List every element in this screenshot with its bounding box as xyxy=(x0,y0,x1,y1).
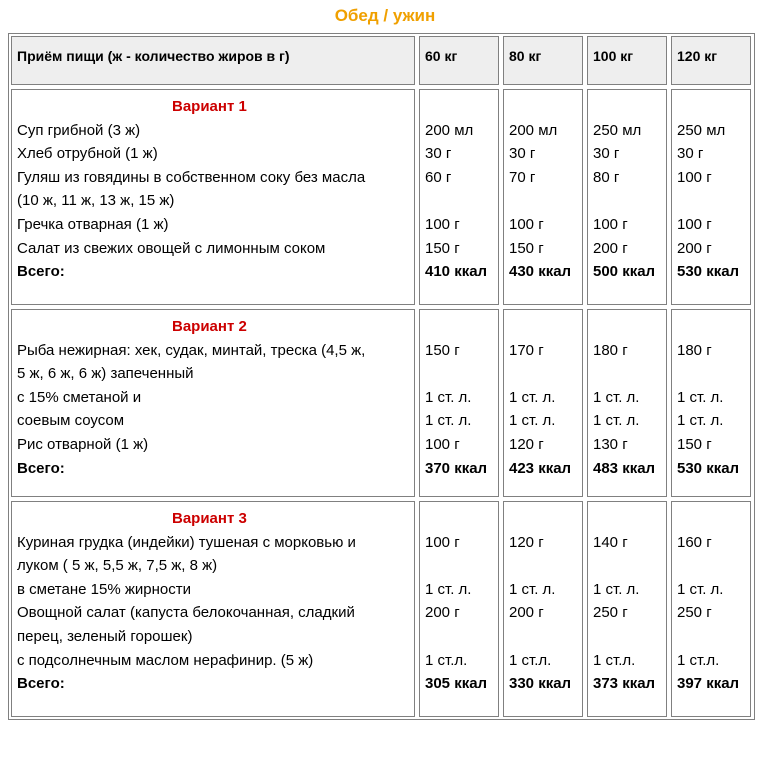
meal-line: с 15% сметаной и xyxy=(17,388,142,406)
meal-line: соевым соусом xyxy=(17,412,125,430)
amount: 200 мл xyxy=(425,121,474,139)
amount xyxy=(677,554,750,578)
amount: 250 мл xyxy=(677,121,726,139)
total-kcal: 373 ккал xyxy=(593,675,656,693)
amount xyxy=(593,554,666,578)
amount: 170 г xyxy=(509,341,544,359)
total-label: Всего: xyxy=(17,459,65,477)
amount: 60 г xyxy=(425,168,452,186)
page-title: Обед / ужин xyxy=(334,6,436,25)
variant-2-120kg xyxy=(671,309,751,497)
variant-3-80kg xyxy=(503,501,583,717)
total-label: Всего: xyxy=(17,263,65,281)
variant-3-100kg xyxy=(587,501,667,717)
total-kcal: 423 ккал xyxy=(509,459,572,477)
variant-label: Вариант 3 xyxy=(172,510,247,527)
variant-2-60kg xyxy=(419,309,499,497)
header-meal: Приём пищи (ж - количество жиров в г) xyxy=(11,36,415,85)
total-kcal: 500 ккал xyxy=(593,263,656,281)
amount xyxy=(425,362,498,386)
amount: 100 г xyxy=(425,533,460,551)
amount: 250 г xyxy=(593,604,628,622)
meal-line: Хлеб отрубной (1 ж) xyxy=(17,145,158,163)
amount: 100 г xyxy=(677,168,712,186)
amount: 1 ст.л. xyxy=(425,651,468,669)
variant-1-80kg xyxy=(503,89,583,305)
table-row xyxy=(9,499,754,719)
total-label: Всего: xyxy=(17,675,65,693)
amount: 1 ст. л. xyxy=(677,388,724,406)
meal-line: Рыба нежирная: хек, судак, минтай, треска (4,5 ж, xyxy=(17,341,366,359)
meal-line: Овощной салат (капуста белокочанная, сладкий xyxy=(17,604,355,622)
variant-2-80kg xyxy=(503,309,583,497)
amount xyxy=(677,362,750,386)
header-100kg: 100 кг xyxy=(587,36,667,85)
amount: 30 г xyxy=(425,145,452,163)
amount: 100 г xyxy=(593,215,628,233)
amount: 1 ст. л. xyxy=(509,388,556,406)
amount: 1 ст. л. xyxy=(593,388,640,406)
amount: 1 ст.л. xyxy=(593,651,636,669)
amount: 1 ст. л. xyxy=(509,412,556,430)
meal-line: (10 ж, 11 ж, 13 ж, 15 ж) xyxy=(17,192,175,210)
header-120kg: 120 кг xyxy=(671,36,751,85)
amount xyxy=(509,189,582,213)
amount: 250 мл xyxy=(593,121,642,139)
total-kcal: 410 ккал xyxy=(425,263,488,281)
amount: 180 г xyxy=(677,341,712,359)
amount xyxy=(425,554,498,578)
amount xyxy=(593,362,666,386)
amount: 160 г xyxy=(677,533,712,551)
variant-2-description xyxy=(11,309,415,497)
meal-line: луком ( 5 ж, 5,5 ж, 7,5 ж, 8 ж) xyxy=(17,557,218,575)
meal-line: в сметане 15% жирности xyxy=(17,580,191,598)
amount: 1 ст.л. xyxy=(509,651,552,669)
meal-table xyxy=(8,33,755,720)
amount: 70 г xyxy=(509,168,536,186)
amount: 100 г xyxy=(509,215,544,233)
amount: 200 г xyxy=(509,604,544,622)
meal-line: Суп грибной (3 ж) xyxy=(17,121,141,139)
variant-2-100kg xyxy=(587,309,667,497)
amount xyxy=(593,625,666,649)
amount: 180 г xyxy=(593,341,628,359)
meal-line: Куриная грудка (индейки) тушеная с морковью и xyxy=(17,533,356,551)
variant-label: Вариант 2 xyxy=(172,318,247,335)
amount: 130 г xyxy=(593,435,628,453)
amount xyxy=(509,362,582,386)
amount: 30 г xyxy=(593,145,620,163)
amount: 140 г xyxy=(593,533,628,551)
amount: 200 мл xyxy=(509,121,558,139)
amount: 1 ст. л. xyxy=(593,412,640,430)
amount: 1 ст. л. xyxy=(509,580,556,598)
amount: 1 ст. л. xyxy=(677,580,724,598)
amount: 120 г xyxy=(509,533,544,551)
amount xyxy=(509,554,582,578)
amount: 1 ст. л. xyxy=(677,412,724,430)
table-row xyxy=(9,307,754,499)
header-80kg: 80 кг xyxy=(503,36,583,85)
total-kcal: 370 ккал xyxy=(425,459,488,477)
amount: 100 г xyxy=(425,215,460,233)
amount: 200 г xyxy=(425,604,460,622)
variant-1-description xyxy=(11,89,415,305)
total-kcal: 483 ккал xyxy=(593,459,656,477)
amount: 250 г xyxy=(677,604,712,622)
meal-line: с подсолнечным маслом нерафинир. (5 ж) xyxy=(17,651,314,669)
amount: 1 ст.л. xyxy=(677,651,720,669)
total-kcal: 305 ккал xyxy=(425,675,488,693)
variant-1-60kg xyxy=(419,89,499,305)
amount: 30 г xyxy=(509,145,536,163)
table-row xyxy=(9,87,754,307)
header-60kg: 60 кг xyxy=(419,36,499,85)
amount xyxy=(677,625,750,649)
variant-3-60kg xyxy=(419,501,499,717)
amount: 1 ст. л. xyxy=(425,580,472,598)
meal-line: Рис отварной (1 ж) xyxy=(17,435,149,453)
amount: 1 ст. л. xyxy=(425,412,472,430)
amount xyxy=(593,189,666,213)
amount: 200 г xyxy=(593,239,628,257)
table-header-row xyxy=(9,34,754,87)
amount xyxy=(509,625,582,649)
variant-1-120kg xyxy=(671,89,751,305)
total-kcal: 530 ккал xyxy=(677,459,740,477)
meal-line: перец, зеленый горошек) xyxy=(17,627,193,645)
amount xyxy=(425,189,498,213)
total-kcal: 397 ккал xyxy=(677,675,740,693)
amount: 1 ст. л. xyxy=(593,580,640,598)
amount: 30 г xyxy=(677,145,704,163)
amount: 150 г xyxy=(425,239,460,257)
amount: 100 г xyxy=(425,435,460,453)
meal-line: Гречка отварная (1 ж) xyxy=(17,215,169,233)
total-kcal: 530 ккал xyxy=(677,263,740,281)
meal-line: 5 ж, 6 ж, 6 ж) запеченный xyxy=(17,365,194,383)
amount xyxy=(677,189,750,213)
amount: 150 г xyxy=(425,341,460,359)
meal-line: Салат из свежих овощей с лимонным соком xyxy=(17,239,326,257)
amount: 80 г xyxy=(593,168,620,186)
meal-line: Гуляш из говядины в собственном соку без масла xyxy=(17,168,366,186)
amount: 120 г xyxy=(509,435,544,453)
total-kcal: 430 ккал xyxy=(509,263,572,281)
amount: 1 ст. л. xyxy=(425,388,472,406)
amount: 200 г xyxy=(677,239,712,257)
amount: 150 г xyxy=(677,435,712,453)
variant-3-120kg xyxy=(671,501,751,717)
variant-1-100kg xyxy=(587,89,667,305)
amount: 100 г xyxy=(677,215,712,233)
variant-3-description xyxy=(11,501,415,717)
amount: 150 г xyxy=(509,239,544,257)
amount xyxy=(425,625,498,649)
total-kcal: 330 ккал xyxy=(509,675,572,693)
variant-label: Вариант 1 xyxy=(172,98,247,115)
